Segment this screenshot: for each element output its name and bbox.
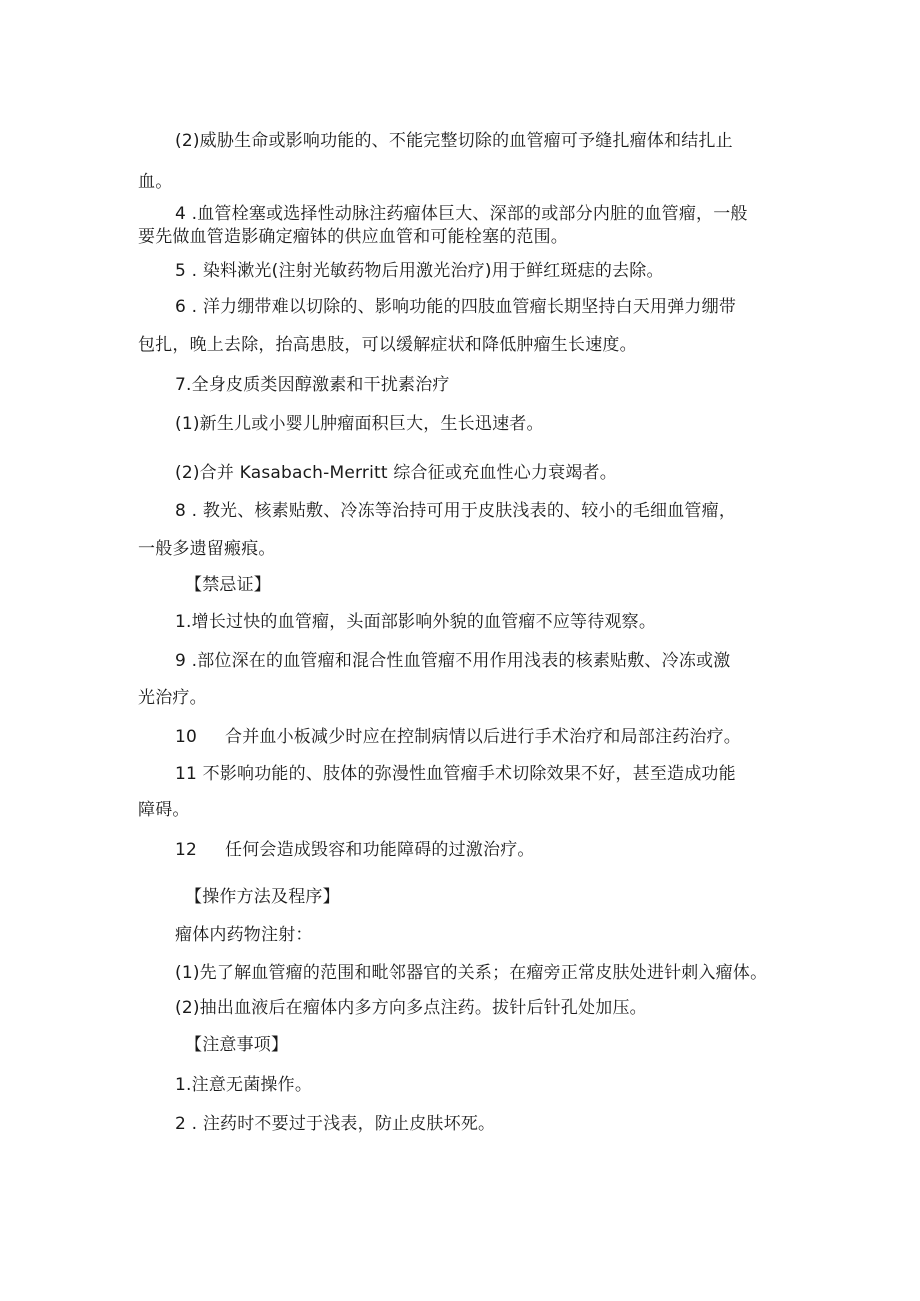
paragraph-line: (1)先了解血管瘤的范围和毗邻器官的关系；在瘤旁正常皮肤处进针刺入瘤体。 [175, 963, 768, 983]
section-heading-notes: 【注意事项】 [185, 1035, 289, 1055]
item-text: 合并血小板减少时应在控制病情以后进行手术治疗和局部注药治疗。 [225, 727, 741, 747]
paragraph-line: 9 .部位深在的血管瘤和混合性血管瘤不用作用浅表的核素贴敷、冷冻或激 [175, 651, 731, 671]
paragraph-line [175, 726, 741, 748]
paragraph-line: 瘤体内药物注射： [175, 925, 313, 945]
paragraph-line [175, 839, 535, 861]
paragraph-line: 5 . 染料漱光(注射光敏药物后用激光治疗)用于鲜红斑痣的去除。 [175, 261, 664, 281]
paragraph-line: 4 .血管栓塞或选择性动脉注药瘤体巨大、深部的或部分内脏的血管瘤，一般 [175, 204, 748, 224]
item-number: 10 [175, 727, 198, 747]
paragraph-line: (2)合并 Kasabach-Merritt 综合征或充血性心力衰竭者。 [175, 463, 617, 483]
paragraph-line: 6 . 洋力绷带难以切除的、影响功能的四肢血管瘤长期坚持白天用弹力绷带 [175, 297, 737, 317]
paragraph-line: 1.增长过快的血管瘤，头面部影响外貌的血管瘤不应等待观察。 [175, 612, 657, 632]
paragraph-line: 包扎，晚上去除，抬高患肢，可以缓解症状和降低肿瘤生长速度。 [138, 335, 637, 355]
paragraph-line: 2 . 注药时不要过于浅表，防止皮肤坏死。 [175, 1114, 496, 1134]
item-text: 任何会造成毁容和功能障碍的过激治疗。 [225, 840, 535, 860]
paragraph-line: 血。 [138, 172, 173, 192]
paragraph-line: (1)新生儿或小婴儿肿瘤面积巨大，生长迅速者。 [175, 414, 544, 434]
paragraph-line: 要先做血管造影确定瘤钵的供应血管和可能栓塞的范围。 [138, 227, 568, 247]
paragraph-line: 1.注意无菌操作。 [175, 1075, 313, 1095]
item-number: 12 [175, 840, 198, 860]
paragraph-line: 7.全身皮质类因醇激素和干扰素治疗 [175, 375, 450, 395]
paragraph-line: (2)抽出血液后在瘤体内多方向多点注药。拔针后针孔处加压。 [175, 998, 647, 1018]
section-heading-procedure: 【操作方法及程序】 [185, 887, 340, 907]
paragraph-line: 8 . 教光、核素贴敷、冷冻等治持可用于皮肤浅表的、较小的毛细血管瘤， [175, 501, 737, 521]
paragraph-line: 11 不影响功能的、肢体的弥漫性血管瘤手术切除效果不好，甚至造成功能 [175, 764, 736, 784]
paragraph-line: 光治疗。 [138, 688, 207, 708]
paragraph-line: 一般多遗留瘢痕。 [138, 539, 276, 559]
paragraph-line: 障碍。 [138, 800, 190, 820]
section-heading-contraindications: 【禁忌证】 [185, 575, 271, 595]
paragraph-line: (2)威胁生命或影响功能的、不能完整切除的血管瘤可予缝扎瘤体和结扎止 [175, 131, 733, 151]
